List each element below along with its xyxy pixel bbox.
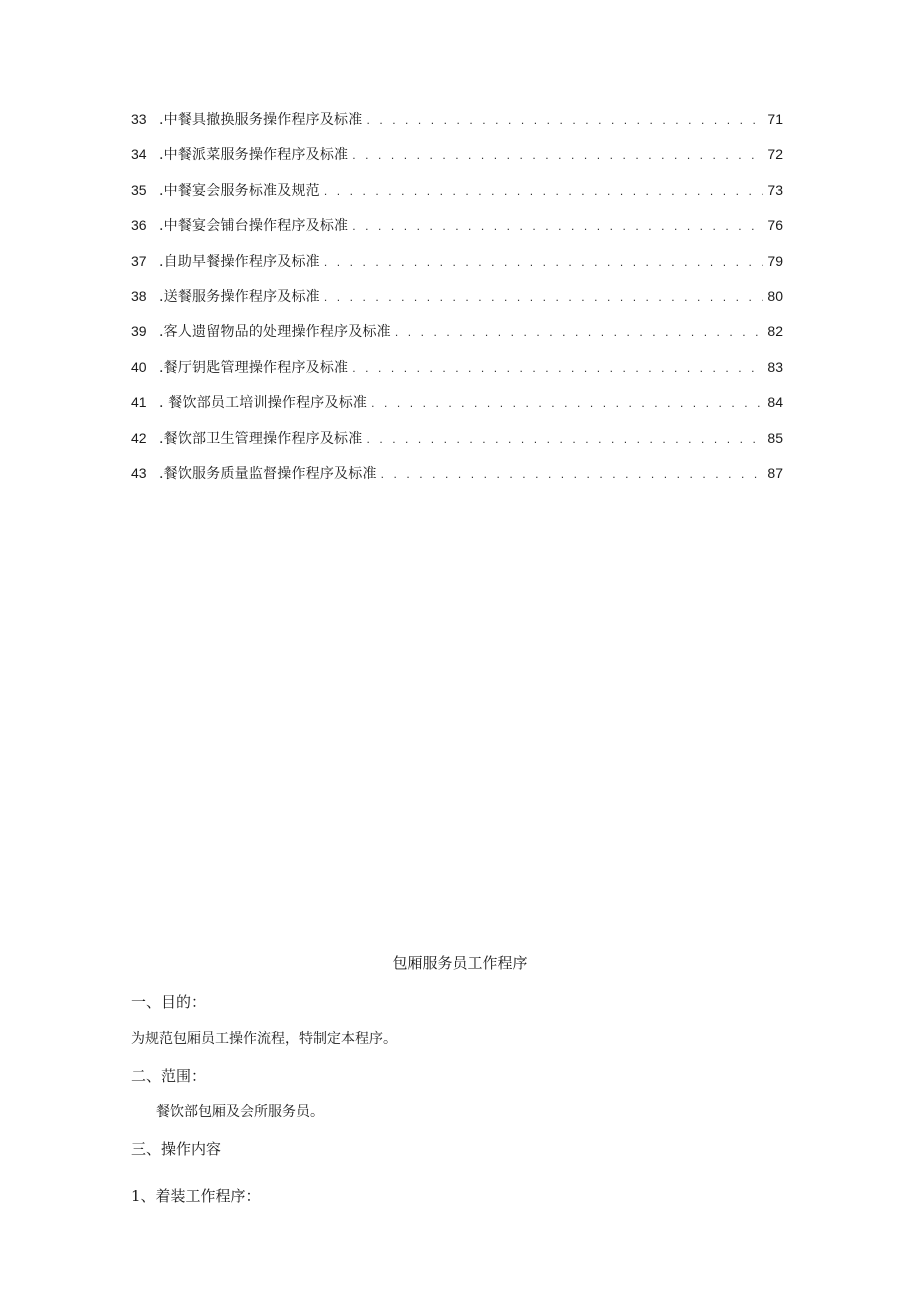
toc-entry[interactable]: [131, 319, 783, 354]
toc-dot-leader: [371, 391, 763, 415]
table-of-contents: [131, 107, 783, 496]
scope-heading: 二、范围：: [131, 1067, 207, 1085]
toc-dot-leader: [352, 143, 763, 167]
toc-entry-page: 83: [767, 358, 783, 375]
item-1-heading: 1、着装工作程序：: [131, 1187, 261, 1205]
toc-entry-title: .中餐宴会服务标准及规范: [159, 182, 320, 199]
toc-entry-number: 38: [131, 287, 147, 304]
toc-entry-number: 34: [131, 146, 147, 163]
toc-entry[interactable]: [131, 461, 783, 496]
toc-dot-leader: [324, 250, 764, 274]
toc-entry-page: 87: [767, 464, 783, 481]
toc-entry-title: .餐饮服务质量监督操作程序及标准: [159, 465, 377, 482]
toc-entry[interactable]: [131, 142, 783, 177]
toc-entry-title: .送餐服务操作程序及标准: [159, 288, 320, 305]
toc-entry-title: . 餐饮部员工培训操作程序及标准: [159, 395, 368, 412]
toc-entry[interactable]: [131, 284, 783, 319]
toc-entry-number: 43: [131, 464, 147, 481]
toc-entry-number: 33: [131, 111, 147, 127]
toc-entry-page: 71: [767, 111, 783, 127]
purpose-text: 为规范包厢员工操作流程，特制定本程序。: [131, 1031, 397, 1047]
toc-entry-number: 36: [131, 217, 147, 234]
toc-entry[interactable]: [131, 355, 783, 390]
toc-entry[interactable]: [131, 249, 783, 284]
toc-entry-title: .餐厅钥匙管理操作程序及标准: [159, 359, 349, 376]
content-heading: 三、操作内容: [131, 1140, 222, 1158]
toc-entry-number: 35: [131, 181, 147, 198]
toc-dot-leader: [366, 427, 763, 451]
toc-dot-leader: [366, 108, 763, 132]
toc-entry[interactable]: [131, 178, 783, 213]
toc-entry-number: 41: [131, 394, 147, 411]
toc-entry-page: 76: [767, 217, 783, 234]
toc-entry-number: 37: [131, 252, 147, 269]
toc-entry-title: .餐饮部卫生管理操作程序及标准: [159, 430, 363, 447]
purpose-heading: 一、目的：: [131, 993, 207, 1011]
toc-entry[interactable]: [131, 390, 783, 425]
toc-dot-leader: [352, 356, 763, 380]
toc-dot-leader: [395, 320, 764, 344]
toc-entry[interactable]: [131, 107, 783, 142]
toc-entry-page: 84: [767, 394, 783, 411]
toc-entry-page: 72: [767, 146, 783, 163]
toc-entry-page: 82: [767, 323, 783, 340]
toc-entry[interactable]: [131, 213, 783, 248]
toc-entry-page: 80: [767, 287, 783, 304]
toc-entry-number: 42: [131, 429, 147, 446]
toc-entry-page: 85: [767, 429, 783, 446]
scope-text: 餐饮部包厢及会所服务员。: [156, 1104, 324, 1120]
section-title: 包厢服务员工作程序: [392, 954, 528, 972]
toc-dot-leader: [324, 285, 764, 309]
toc-entry-title: .中餐宴会铺台操作程序及标准: [159, 218, 349, 235]
toc-entry-title: .客人遗留物品的处理操作程序及标准: [159, 324, 391, 341]
toc-dot-leader: [381, 462, 764, 486]
toc-dot-leader: [324, 179, 764, 203]
toc-entry-title: .中餐具撤换服务操作程序及标准: [159, 112, 363, 128]
toc-entry-number: 40: [131, 358, 147, 375]
toc-dot-leader: [352, 214, 763, 238]
toc-entry-number: 39: [131, 323, 147, 340]
toc-entry-page: 79: [767, 252, 783, 269]
toc-entry-title: .中餐派菜服务操作程序及标准: [159, 147, 349, 164]
toc-entry-title: .自助早餐操作程序及标准: [159, 253, 320, 270]
toc-entry-page: 73: [767, 181, 783, 198]
toc-entry[interactable]: [131, 426, 783, 461]
